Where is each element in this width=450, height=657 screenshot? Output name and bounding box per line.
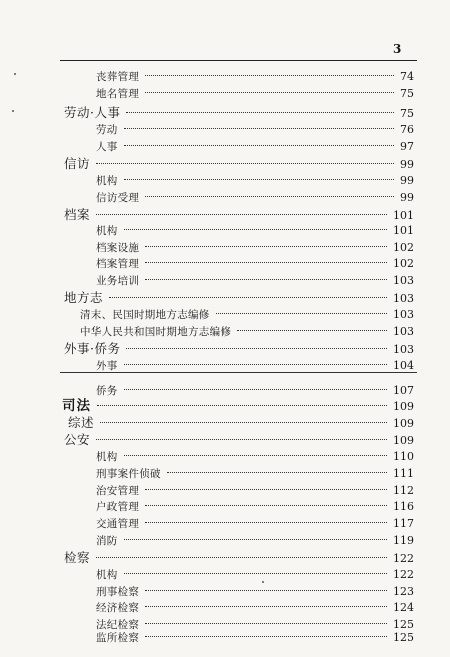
dot-leader bbox=[124, 128, 394, 129]
header-rule bbox=[60, 60, 417, 61]
dot-leader bbox=[145, 246, 387, 247]
toc-entry-label: 机构 bbox=[96, 569, 118, 581]
toc-entry-label: 地方志 bbox=[64, 290, 104, 305]
toc-entry-page: 103 bbox=[393, 308, 414, 321]
toc-entry bbox=[0, 272, 414, 289]
toc-entry-label: 人事 bbox=[96, 141, 118, 153]
toc-entry-page: 122 bbox=[393, 568, 414, 581]
dot-leader bbox=[167, 472, 387, 473]
toc-entry bbox=[0, 68, 414, 85]
toc-entry bbox=[0, 340, 414, 357]
toc-entry-page: 103 bbox=[393, 274, 414, 287]
toc-entry-page: 116 bbox=[393, 500, 414, 513]
dot-leader bbox=[97, 405, 387, 406]
dot-leader bbox=[124, 179, 394, 180]
dot-leader bbox=[145, 196, 394, 197]
toc-entry-page: 110 bbox=[393, 450, 414, 463]
toc-entry-page: 122 bbox=[393, 552, 414, 565]
toc-entry bbox=[0, 138, 414, 155]
toc-entry-label: 公安 bbox=[64, 432, 91, 447]
toc-entry bbox=[0, 515, 414, 532]
toc-entry-label: 交通管理 bbox=[96, 518, 140, 530]
toc-entry bbox=[0, 172, 414, 189]
toc-entry-label: 户政管理 bbox=[96, 501, 140, 513]
toc-entry-label: 劳动 bbox=[96, 124, 118, 136]
dot-leader bbox=[126, 348, 387, 349]
dot-leader bbox=[96, 163, 394, 164]
scan-speck bbox=[262, 581, 264, 583]
toc-entry-page: 102 bbox=[393, 257, 414, 270]
dot-leader bbox=[124, 539, 387, 540]
dot-leader bbox=[124, 389, 387, 390]
dot-leader bbox=[124, 229, 387, 230]
dot-leader bbox=[216, 313, 387, 314]
toc-entry bbox=[0, 448, 414, 465]
toc-entry bbox=[0, 549, 414, 566]
toc-entry-label: 外事 bbox=[96, 360, 118, 372]
section-divider bbox=[60, 372, 417, 373]
dot-leader bbox=[96, 439, 387, 440]
toc-entry-label: 丧葬管理 bbox=[96, 71, 140, 83]
toc-entry-label: 机构 bbox=[96, 225, 118, 237]
toc-entry-label: 法纪检察 bbox=[96, 619, 140, 631]
toc-entry bbox=[0, 465, 414, 482]
toc-entry bbox=[0, 482, 414, 499]
toc-entry-label: 业务培训 bbox=[96, 275, 140, 287]
toc-entry-page: 107 bbox=[393, 384, 414, 397]
dot-leader bbox=[145, 92, 394, 93]
toc-entry bbox=[0, 306, 414, 323]
toc-entry-label: 档案管理 bbox=[96, 258, 140, 270]
dot-leader bbox=[145, 505, 387, 506]
toc-entry-label: 侨务 bbox=[96, 385, 118, 397]
page-number: 3 bbox=[393, 42, 402, 56]
toc-entry-label: 机构 bbox=[96, 175, 118, 187]
toc-entry-label: 刑事案件侦破 bbox=[96, 468, 161, 480]
toc-entry-page: 99 bbox=[400, 174, 414, 187]
dot-leader bbox=[96, 214, 387, 215]
toc-entry bbox=[0, 155, 414, 172]
toc-entry-label: 治安管理 bbox=[96, 485, 140, 497]
toc-entry bbox=[0, 532, 414, 549]
dot-leader bbox=[145, 75, 394, 76]
dot-leader bbox=[237, 330, 387, 331]
toc-entry bbox=[0, 104, 414, 121]
toc-entry-page: 74 bbox=[400, 70, 414, 83]
toc-entry bbox=[0, 222, 414, 239]
toc-entry-page: 101 bbox=[393, 224, 414, 237]
toc-entry bbox=[0, 382, 414, 399]
toc-entry-page: 103 bbox=[393, 325, 414, 338]
toc-entry-label: 档案设施 bbox=[96, 242, 140, 254]
toc-entry bbox=[0, 85, 414, 102]
toc-entry bbox=[0, 189, 414, 206]
toc-entry-page: 99 bbox=[400, 191, 414, 204]
toc-entry-page: 109 bbox=[393, 434, 414, 447]
dot-leader bbox=[145, 590, 387, 591]
toc-entry-page: 112 bbox=[393, 484, 414, 497]
toc-entry bbox=[0, 599, 414, 616]
toc-entry bbox=[0, 629, 414, 646]
toc-entry-page: 124 bbox=[393, 601, 414, 614]
toc-entry-page: 76 bbox=[400, 123, 414, 136]
toc-entry-label: 司法 bbox=[62, 398, 91, 414]
toc-entry-page: 125 bbox=[393, 631, 414, 644]
toc-entry bbox=[0, 431, 414, 448]
dot-leader bbox=[145, 489, 387, 490]
toc-entry-page: 119 bbox=[393, 534, 414, 547]
dot-leader bbox=[145, 262, 387, 263]
toc-entry bbox=[0, 398, 414, 415]
toc-entry-page: 109 bbox=[393, 417, 414, 430]
toc-entry-label: 外事·侨务 bbox=[64, 341, 121, 356]
toc-entry-label: 监所检察 bbox=[96, 632, 140, 644]
dot-leader bbox=[100, 422, 387, 423]
toc-entry-label: 清末、民国时期地方志编修 bbox=[80, 309, 210, 321]
toc-entry-page: 123 bbox=[393, 585, 414, 598]
dot-leader bbox=[145, 279, 387, 280]
toc-entry-label: 信访 bbox=[64, 156, 91, 171]
toc-entry-page: 111 bbox=[393, 467, 414, 480]
toc-entry-page: 99 bbox=[400, 158, 414, 171]
toc-entry-label: 经济检察 bbox=[96, 602, 140, 614]
toc-entry bbox=[0, 255, 414, 272]
dot-leader bbox=[124, 573, 387, 574]
dot-leader bbox=[124, 455, 387, 456]
toc-entry-label: 档案 bbox=[64, 207, 91, 222]
toc-entry-label: 检察 bbox=[64, 550, 91, 565]
scan-speck bbox=[12, 110, 14, 112]
toc-entry-page: 104 bbox=[393, 359, 414, 372]
toc-entry-label: 信访受理 bbox=[96, 192, 140, 204]
toc-entry-page: 75 bbox=[400, 87, 414, 100]
dot-leader bbox=[109, 297, 387, 298]
scan-speck bbox=[14, 73, 16, 75]
toc-entry bbox=[0, 239, 414, 256]
toc-entry bbox=[0, 498, 414, 515]
toc-entry bbox=[0, 121, 414, 138]
dot-leader bbox=[124, 364, 387, 365]
toc-entry-label: 综述 bbox=[68, 415, 95, 430]
toc-entry-label: 地名管理 bbox=[96, 88, 140, 100]
toc-entry-label: 刑事检察 bbox=[96, 586, 140, 598]
toc-entry bbox=[0, 414, 414, 431]
toc-entry-page: 125 bbox=[393, 618, 414, 631]
toc-entry bbox=[0, 289, 414, 306]
toc-entry-page: 75 bbox=[400, 107, 414, 120]
toc-entry bbox=[0, 583, 414, 600]
dot-leader bbox=[124, 145, 394, 146]
toc-entry-page: 102 bbox=[393, 241, 414, 254]
toc-entry-page: 103 bbox=[393, 343, 414, 356]
toc-entry-label: 机构 bbox=[96, 451, 118, 463]
toc-entry-label: 消防 bbox=[96, 535, 118, 547]
toc-entry-page: 109 bbox=[393, 400, 414, 413]
toc-entry-page: 117 bbox=[393, 517, 414, 530]
toc-entry-label: 劳动·人事 bbox=[64, 105, 121, 120]
dot-leader bbox=[145, 623, 387, 624]
toc-entry-label: 中华人民共和国时期地方志编修 bbox=[80, 326, 232, 338]
toc-entry-page: 97 bbox=[400, 140, 414, 153]
toc-entry-page: 101 bbox=[393, 209, 414, 222]
dot-leader bbox=[145, 606, 387, 607]
toc-entry bbox=[0, 566, 414, 583]
dot-leader bbox=[145, 522, 387, 523]
toc-entry bbox=[0, 206, 414, 223]
toc-entry-page: 103 bbox=[393, 292, 414, 305]
dot-leader bbox=[145, 636, 387, 637]
dot-leader bbox=[126, 112, 394, 113]
toc-entry bbox=[0, 323, 414, 340]
dot-leader bbox=[96, 557, 387, 558]
